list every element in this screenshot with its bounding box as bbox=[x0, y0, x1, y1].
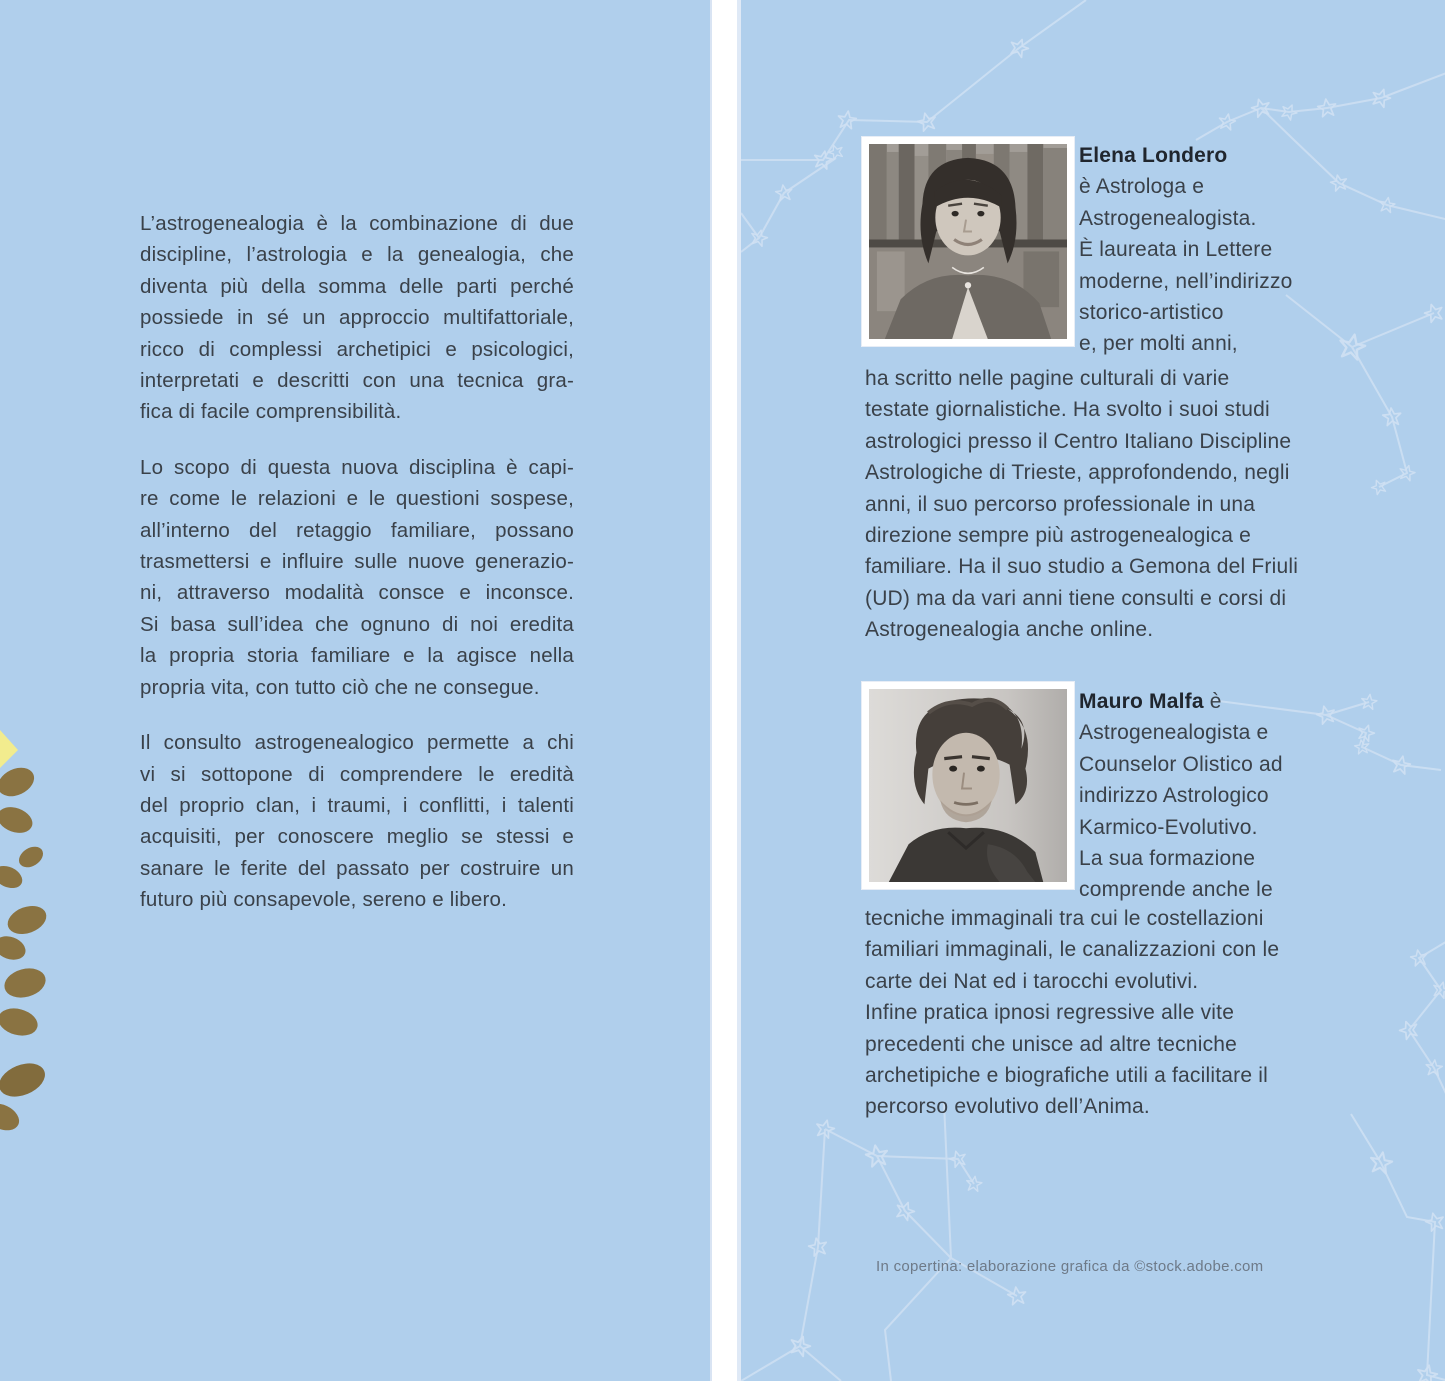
cover-credit: In copertina: elaborazione grafica da ©stock.adobe.com bbox=[876, 1258, 1264, 1275]
mauro-malfa-bio-body bbox=[865, 903, 1337, 1123]
text-line: propria vita, con tutto ciò che ne consegue. bbox=[140, 675, 540, 699]
text-line: trasmettersi e influire sulle nuove generazio- bbox=[140, 550, 574, 574]
text-line: all’interno del retaggio familiare, possano bbox=[140, 518, 574, 542]
description-paragraph-1 bbox=[140, 208, 574, 428]
text-line: familiare. Ha il suo studio a Gemona del Friuli bbox=[865, 555, 1299, 579]
text-line: Counselor Olistico ad bbox=[1079, 752, 1283, 776]
text-line: ni, attraverso modalità consce e inconsce. bbox=[140, 581, 574, 605]
text-line: possiede in sé un approccio multifattoriale, bbox=[140, 306, 574, 330]
text-line: fica di facile comprensibilità. bbox=[140, 400, 402, 424]
text-line: re come le relazioni e le questioni sospese, bbox=[140, 487, 574, 511]
elena-londero-bio-intro bbox=[1079, 140, 1409, 360]
author-name-line bbox=[1079, 686, 1409, 717]
text-line: (UD) ma da vari anni tiene consulti e corsi di bbox=[865, 586, 1287, 610]
text-line: archetipiche e biografiche utili a facilitare il bbox=[865, 1064, 1268, 1088]
text-line: Infine pratica ipnosi regressive alle vite bbox=[865, 1001, 1235, 1025]
text-line: percorso evolutivo dell’Anima. bbox=[865, 1095, 1150, 1119]
text-line: Astrogenealogista e bbox=[1079, 721, 1269, 745]
text-line: diventa più della somma delle parti perché bbox=[140, 274, 574, 298]
text-line: ricco di complessi archetipici e psicologici, bbox=[140, 337, 574, 361]
author-name: Elena Londero bbox=[1079, 144, 1228, 167]
text-line: L’astrogenealogia è la combinazione di due bbox=[140, 212, 574, 235]
elena-londero-photo bbox=[862, 137, 1074, 346]
text-line: direzione sempre più astrogenealogica e bbox=[865, 524, 1252, 548]
text-line: futuro più consapevole, sereno e libero. bbox=[140, 888, 507, 912]
elena-londero-portrait-image bbox=[869, 144, 1067, 339]
text-line: sanare le ferite del passato per costruire un bbox=[140, 856, 574, 880]
text-line: anni, il suo percorso professionale in una bbox=[865, 492, 1256, 516]
text-line: indirizzo Astrologico bbox=[1079, 784, 1269, 808]
text-line: astrologici presso il Centro Italiano Discipline bbox=[865, 429, 1292, 453]
author-name-suffix: è bbox=[1203, 690, 1222, 713]
text-line: e, per molti anni, bbox=[1079, 332, 1238, 356]
text-line: tecniche immaginali tra cui le costellazioni bbox=[865, 907, 1264, 930]
text-line: precedenti che unisce ad altre tecniche bbox=[865, 1032, 1238, 1056]
text-line: del proprio clan, i traumi, i conflitti, i talenti bbox=[140, 793, 574, 817]
text-line: carte dei Nat ed i tarocchi evolutivi. bbox=[865, 969, 1199, 993]
mauro-malfa-photo bbox=[862, 682, 1074, 889]
text-line: vi si sottopone di comprendere le eredità bbox=[140, 762, 574, 786]
front-flap-panel bbox=[0, 0, 712, 1381]
text-line: Si basa sull’idea che ognuno di noi eredita bbox=[140, 612, 574, 636]
description-paragraph-2 bbox=[140, 452, 574, 703]
text-line: familiari immaginali, le canalizzazioni con le bbox=[865, 938, 1280, 962]
mauro-malfa-portrait-image bbox=[869, 689, 1067, 882]
text-line: interpretati e descritti con una tecnica gra- bbox=[140, 369, 574, 393]
back-flap-panel bbox=[737, 0, 1445, 1381]
text-line: Karmico-Evolutivo. bbox=[1079, 815, 1258, 839]
text-line: Astrologiche di Trieste, approfondendo, negli bbox=[865, 461, 1290, 485]
flap-description bbox=[140, 208, 574, 940]
text-line: Astrogenealogista. bbox=[1079, 206, 1257, 230]
text-line: moderne, nell’indirizzo bbox=[1079, 269, 1293, 293]
text-line: comprende anche le bbox=[1079, 878, 1273, 902]
text-line: acquisiti, per conoscere meglio se stessi e bbox=[140, 825, 574, 849]
leaf-vine-icon bbox=[0, 695, 60, 1165]
text-line: testate giornalistiche. Ha svolto i suoi studi bbox=[865, 398, 1270, 422]
text-line: Lo scopo di questa nuova disciplina è capi- bbox=[140, 455, 574, 479]
text-line: storico-artistico bbox=[1079, 301, 1224, 325]
text-line: discipline, l’astrologia e la genealogia, che bbox=[140, 243, 574, 267]
text-line: la propria storia familiare e la agisce nella bbox=[140, 644, 574, 668]
author-name: Mauro Malfa bbox=[1079, 690, 1204, 713]
description-paragraph-3 bbox=[140, 727, 574, 915]
text-line: Astrogenealogia anche online. bbox=[865, 618, 1154, 642]
mauro-malfa-bio-intro bbox=[1079, 686, 1409, 906]
text-line: è Astrologa e bbox=[1079, 175, 1205, 199]
elena-londero-bio-body bbox=[865, 363, 1337, 646]
text-line: È laureata in Lettere bbox=[1079, 238, 1273, 262]
text-line: Il consulto astrogenealogico permette a chi bbox=[140, 731, 574, 755]
text-line: La sua formazione bbox=[1079, 847, 1256, 871]
text-line: ha scritto nelle pagine culturali di varie bbox=[865, 367, 1230, 390]
author-name-line bbox=[1079, 140, 1409, 171]
